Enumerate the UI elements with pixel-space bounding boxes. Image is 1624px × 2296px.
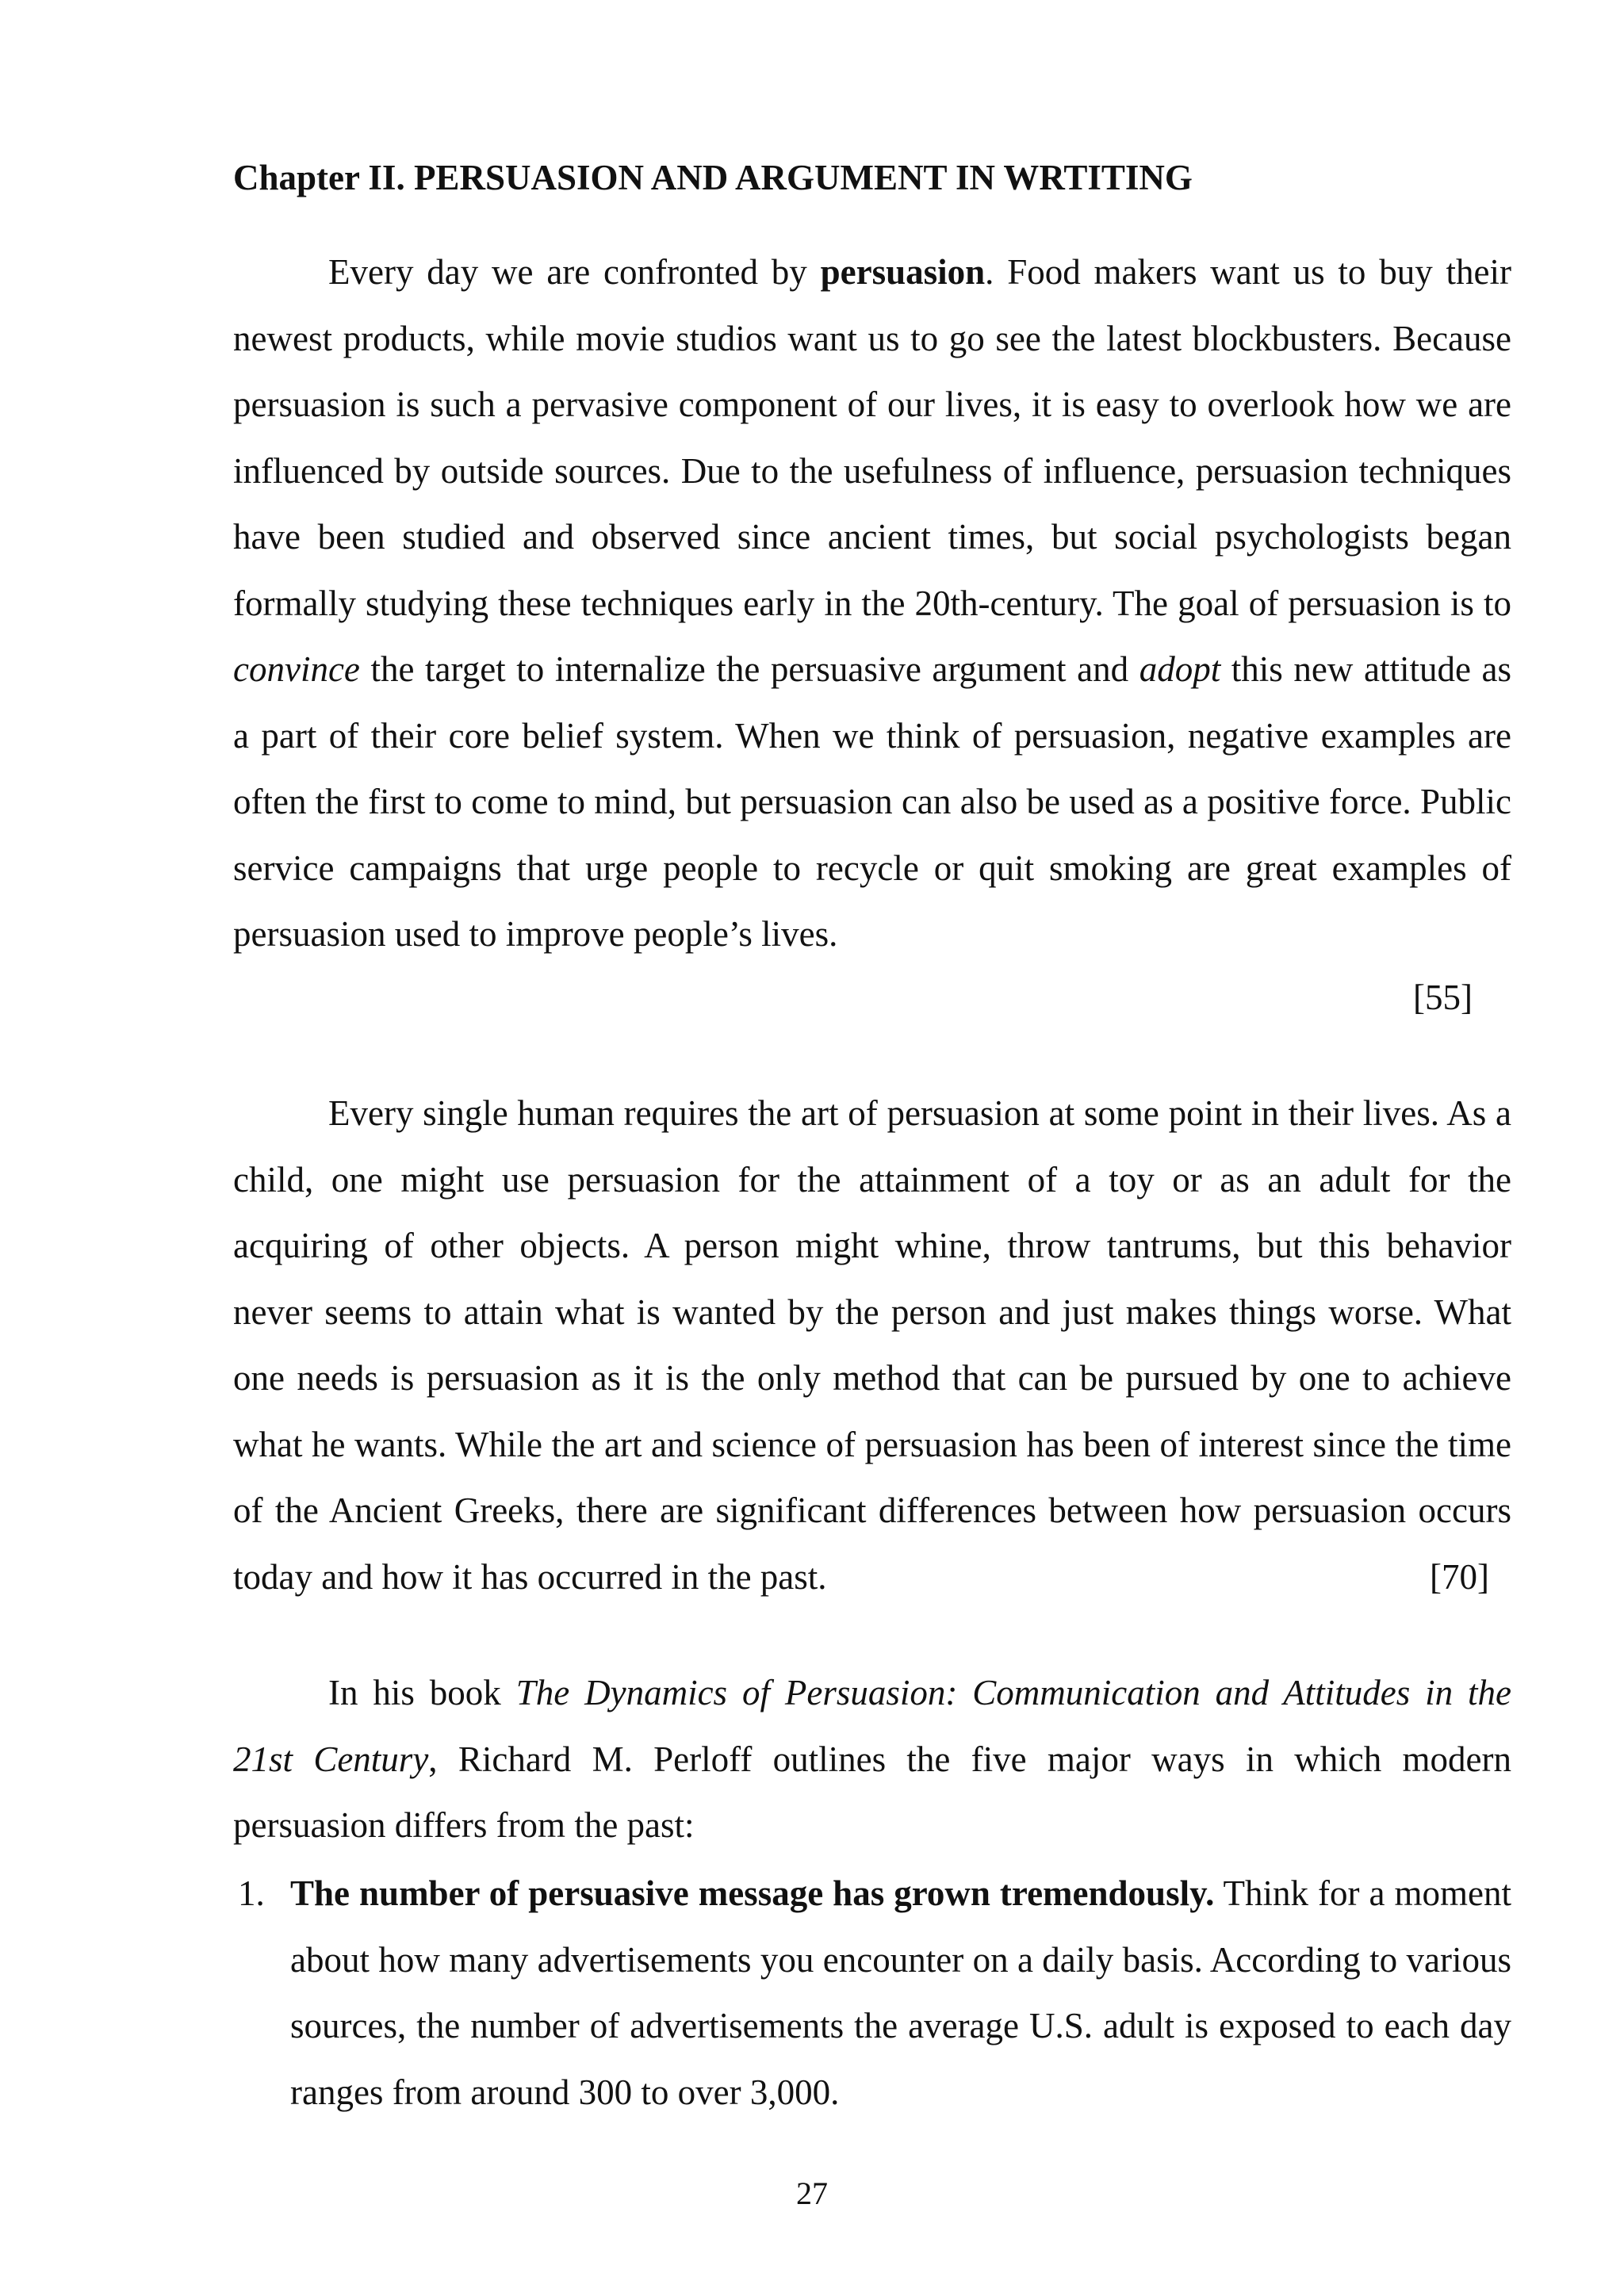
list-item-text: Think for a moment about how many advertisements you encounter on a daily basis. According to various sources, the number of advertisements the average U.S. adult is exposed to each day ranges from around 300 to over 3,000. xyxy=(290,1873,1511,2112)
paragraph-text: this new attitude as a part of their core belief system. When we think of persuasion, negative examples are often the first to come to mind, but persuasion can also be used as a positive force. Public service campaigns that urge people to recycle or quit smoking are great examples of persuasion used to improve people’s lives. xyxy=(233,649,1511,954)
citation-reference: [70] xyxy=(1430,1557,1489,1597)
paragraph-text: Every day we are confronted by xyxy=(328,252,821,292)
page-number: 27 xyxy=(796,2175,828,2211)
paragraph-persuasion-intro xyxy=(233,239,1511,968)
list-item-number: 1. xyxy=(238,1873,265,1913)
list-item-bold-lead: The number of persuasive message has grown tremendously. xyxy=(290,1873,1215,1913)
paragraph-perloff-book xyxy=(233,1660,1511,1859)
citation-reference: [55] xyxy=(1413,978,1473,1017)
paragraph-text: . Food makers want us to buy their newest products, while movie studios want us to go see the latest blockbusters. Because persuasion is such a pervasive component of our lives, it is easy to overlook how we are influenced by outside sources. Due to the usefulness of influence, persuasion techniques have been studied and observed since ancient times, but social psychologists began formally studying these techniques early in the 20th-century. The goal of persuasion is to xyxy=(233,252,1511,623)
bold-term-persuasion: persuasion xyxy=(820,252,986,292)
italic-term-adopt: adopt xyxy=(1139,649,1221,689)
numbered-list xyxy=(233,1861,1511,2126)
chapter-heading: Chapter II. PERSUASION AND ARGUMENT IN WRTITING xyxy=(233,158,1193,197)
paragraph-text: the target to internalize the persuasive argument and xyxy=(359,649,1139,689)
list-item xyxy=(233,1861,1511,2126)
italic-term-convince: convince xyxy=(233,649,360,689)
book-title: The Dynamics of Persuasion: Communication and Attitudes in the 21st Century xyxy=(233,1673,1511,1779)
paragraph-text: , Richard M. Perloff outlines the five major ways in which modern persuasion differs from the past: xyxy=(233,1739,1511,1845)
paragraph-text: In his book xyxy=(328,1673,516,1712)
paragraph-human-persuasion: Every single human requires the art of persuasion at some point in their lives. As a child, one might use persuasion for the attainment of a toy or as an adult for the acquiring of other objects. A person might whine, throw tantrums, but this behavior never seems to attain what is wanted by the person and just makes things worse. What one needs is persuasion as it is the only method that can be pursued by one to achieve what he wants. While the art and science of persuasion has been of interest since the time of the Ancient Greeks, there are significant differences between how persuasion occurs today and how it has occurred in the past. xyxy=(233,1093,1511,1597)
